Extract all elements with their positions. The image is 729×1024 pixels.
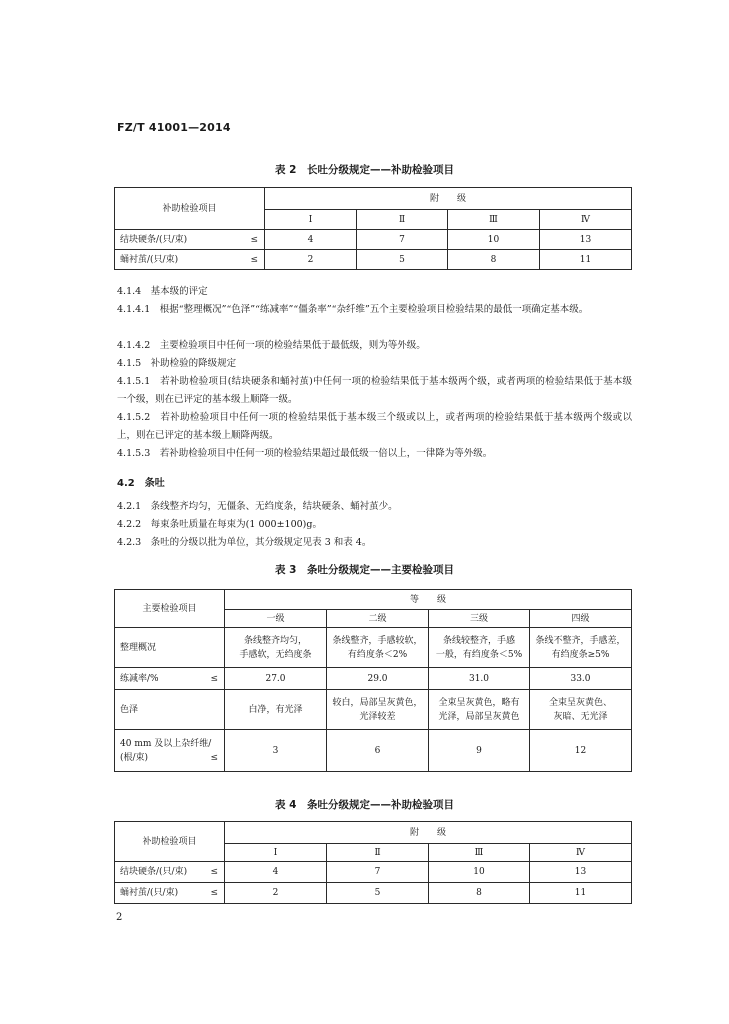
table-cell (530, 628, 632, 668)
clause-4-1-4-1: 4.1.4.1 根据“整理概况”“色泽”“练减率”“僵条率”“杂纤维”五个主要检验项目检验结果的最低一项确定基本级。 (117, 304, 589, 315)
row-label: 色泽 (115, 690, 225, 730)
cell-line: 有绉度条＜2% (347, 649, 408, 660)
table4-grade: Ⅳ (530, 844, 632, 862)
cell-line: 条线较整齐，手感 (442, 635, 515, 646)
table-cell: 9 (429, 730, 530, 772)
table4-grade: Ⅱ (327, 844, 429, 862)
table-row (115, 862, 632, 883)
table-row (115, 230, 632, 250)
table3-group-head: 等 级 (225, 590, 632, 610)
row-label (115, 883, 225, 904)
table4-group-head: 附 级 (225, 822, 632, 844)
table2 (114, 187, 632, 270)
table-row (115, 250, 632, 270)
table3-grade: 一级 (225, 610, 327, 628)
table-cell (225, 628, 327, 668)
table2-grade: Ⅳ (540, 210, 632, 230)
standard-number: FZ/T 41001—2014 (117, 121, 231, 134)
table-cell: 13 (530, 862, 632, 883)
row-label-text: 蛹衬茧/(只/束) (120, 254, 179, 265)
cell-line: 全束呈灰黄色、 (549, 697, 613, 708)
section-4-1-4-title: 4.1.4 基本级的评定 (117, 286, 208, 297)
table3-grade: 三级 (429, 610, 530, 628)
row-label (115, 668, 225, 690)
table-cell: 11 (530, 883, 632, 904)
row-label (115, 230, 265, 250)
cell-line: 有绉度条≥5% (551, 649, 610, 660)
clause-4-1-5-3: 4.1.5.3 若补助检验项目中任何一项的检验结果超过最低级一倍以上，一律降为等外级。 (117, 448, 493, 459)
row-label-line (120, 751, 222, 765)
clause-4-1-5-1: 4.1.5.1 若补助检验项目(结块硬条和蛹衬茧)中任何一项的检验结果低于基本级两个级，或者两项的检验结果低于基本级一个级，则在已评定的基本级上顺降一级。 (117, 376, 632, 405)
table2-caption: 表 2 长吐分级规定——补助检验项目 (275, 164, 454, 176)
table-cell: 4 (225, 862, 327, 883)
section-4-1-5-title: 4.1.5 补助检验的降级规定 (117, 358, 237, 369)
table-cell: 4 (265, 230, 357, 250)
table-row (115, 668, 632, 690)
table3-grade: 二级 (327, 610, 429, 628)
table-cell (327, 628, 429, 668)
table3-caption: 表 3 条吐分级规定——主要检验项目 (275, 564, 454, 576)
table4 (114, 821, 632, 904)
cell-line: 条线整齐，手感较软， (332, 635, 423, 646)
table-cell: 10 (448, 230, 540, 250)
table-cell: 7 (357, 230, 448, 250)
table2-grade: Ⅰ (265, 210, 357, 230)
clause-4-1-4-2: 4.1.4.2 主要检验项目中任何一项的检验结果低于最低级，则为等外级。 (117, 340, 426, 351)
table-cell (530, 690, 632, 730)
table-cell: 7 (327, 862, 429, 883)
row-label-text: 结块硬条/(只/束) (120, 234, 188, 245)
table-cell: 白净，有光泽 (225, 690, 327, 730)
table-cell: 11 (540, 250, 632, 270)
table-cell (429, 628, 530, 668)
table2-grade: Ⅲ (448, 210, 540, 230)
table-cell: 2 (225, 883, 327, 904)
table2-group-head: 附 级 (265, 188, 632, 210)
table-cell (327, 690, 429, 730)
table4-grade: Ⅲ (429, 844, 530, 862)
table-cell: 27.0 (225, 668, 327, 690)
cell-line: 光泽较差 (359, 711, 396, 722)
le-symbol: ≤ (210, 888, 218, 898)
table-cell: 13 (540, 230, 632, 250)
le-symbol: ≤ (210, 673, 218, 684)
row-label-text: 练减率/% (120, 673, 159, 684)
table-row (115, 628, 632, 668)
table-row (115, 730, 632, 772)
cell-line: 条线整齐均匀， (243, 635, 307, 646)
table4-caption: 表 4 条吐分级规定——补助检验项目 (275, 799, 454, 811)
table-cell: 29.0 (327, 668, 429, 690)
table4-col-head: 补助检验项目 (115, 822, 225, 862)
table-cell: 8 (448, 250, 540, 270)
table-cell: 31.0 (429, 668, 530, 690)
le-symbol: ≤ (250, 234, 258, 245)
row-label-line: 40 mm 及以上杂纤维/ (120, 738, 212, 749)
cell-line: 较白，局部呈灰黄色， (332, 697, 423, 708)
table4-grade: Ⅰ (225, 844, 327, 862)
table-cell (429, 690, 530, 730)
table-cell: 2 (265, 250, 357, 270)
cell-line: 灰暗、无光泽 (553, 711, 608, 722)
row-label (115, 862, 225, 883)
row-label (115, 250, 265, 270)
table3 (114, 589, 632, 772)
le-symbol: ≤ (250, 254, 258, 265)
table2-col-head: 补助检验项目 (115, 188, 265, 230)
le-symbol: ≤ (210, 752, 218, 763)
table3-col-head: 主要检验项目 (115, 590, 225, 628)
table-cell: 3 (225, 730, 327, 772)
cell-line: 光泽，局部呈灰黄色 (438, 711, 520, 722)
section-4-2-title: 4.2 条吐 (117, 478, 165, 489)
clause-4-2-3: 4.2.3 条吐的分级以批为单位，其分级规定见表 3 和表 4。 (117, 537, 372, 548)
cell-line: 手感软，无绉度条 (239, 649, 312, 660)
table-cell: 6 (327, 730, 429, 772)
table-row (115, 690, 632, 730)
cell-line: 全束呈灰黄色，略有 (438, 697, 520, 708)
table-cell: 10 (429, 862, 530, 883)
row-label (115, 730, 225, 772)
cell-line: 一般，有绉度条＜5% (435, 649, 523, 660)
table-row (115, 883, 632, 904)
cell-line: 条线不整齐，手感差， (535, 635, 626, 646)
clause-4-2-1: 4.2.1 条线整齐均匀，无僵条、无绉度条，结块硬条、蛹衬茧少。 (117, 501, 398, 512)
table-cell: 5 (327, 883, 429, 904)
le-symbol: ≤ (210, 867, 218, 877)
clause-4-2-2: 4.2.2 每束条吐质量在每束为(1 000±100)g。 (117, 519, 322, 530)
table-cell: 5 (357, 250, 448, 270)
table3-grade: 四级 (530, 610, 632, 628)
table-cell: 8 (429, 883, 530, 904)
page-number: 2 (116, 912, 123, 923)
row-label: 整理概况 (115, 628, 225, 668)
table-cell: 33.0 (530, 668, 632, 690)
clause-4-1-5-2: 4.1.5.2 若补助检验项目中任何一项的检验结果低于基本级三个级或以上，或者两项的检验结果低于基本级两个级或以上，则在已评定的基本级上顺降两级。 (117, 412, 632, 441)
table2-grade: Ⅱ (357, 210, 448, 230)
row-label-text: 结块硬条/(只/束) (120, 867, 188, 877)
row-label-text: (根/束) (120, 752, 149, 763)
table-cell: 12 (530, 730, 632, 772)
row-label-text: 蛹衬茧/(只/束) (120, 888, 179, 898)
